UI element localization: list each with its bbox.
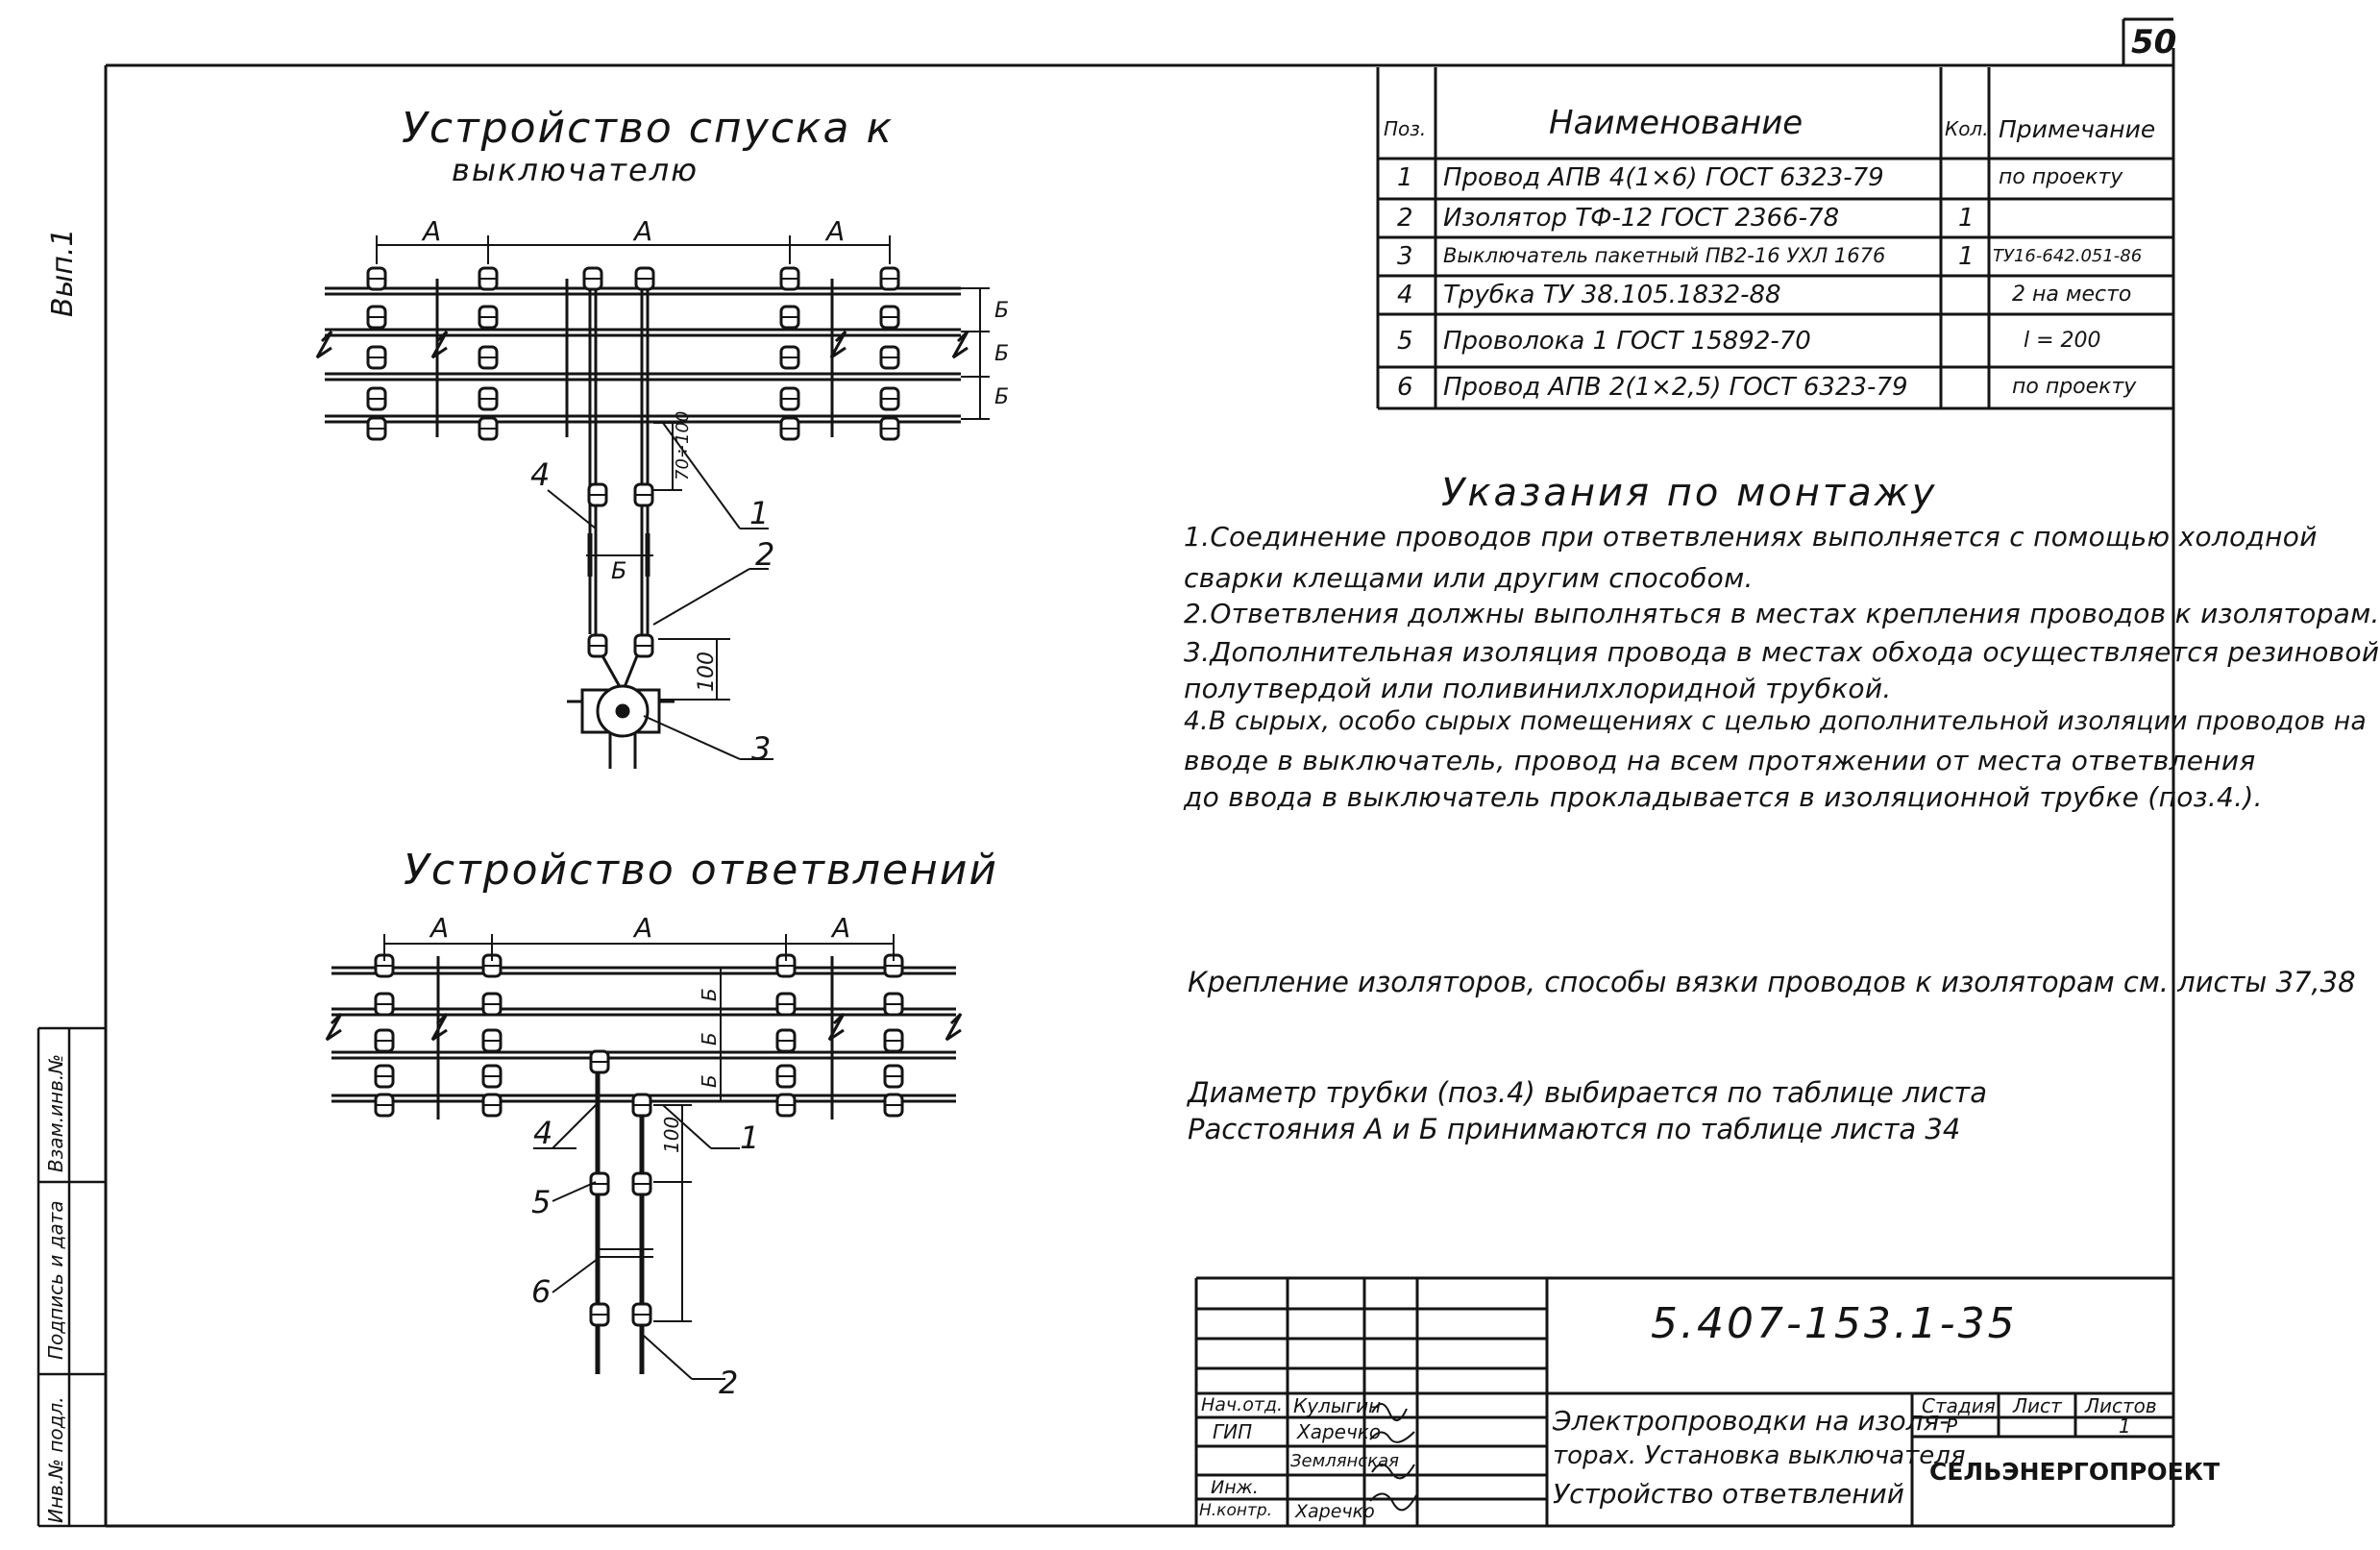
drawing2-title: Устройство ответвлений: [404, 846, 999, 895]
name-2: Харечко: [1297, 1420, 1382, 1443]
note-line-2: сварки клещами или другим способом.: [1184, 562, 1754, 594]
ref-note-2: Диаметр трубки (поз.4) выбирается по таблице листа: [1188, 1076, 1987, 1109]
spec-row-5-name: Проволока 1 ГОСТ 15892-70: [1443, 327, 1811, 356]
drawing2-dim-b-3: Б: [698, 1074, 721, 1088]
drawing2-insulators: [376, 955, 902, 1325]
spec-row-5-pos: 5: [1397, 327, 1413, 356]
drawing2-dim-100: 100: [660, 1116, 683, 1153]
drawing1-dim-100: 100: [695, 652, 719, 692]
drawing2-dim-a-mid: А: [634, 912, 653, 944]
spec-table: [1378, 67, 2181, 404]
spec-header-name: Наименование: [1549, 104, 1803, 142]
drawing1-dim-a-mid: А: [634, 215, 653, 247]
spec-row-6-note: по проекту: [2012, 375, 2137, 399]
spec-row-1-note: по проекту: [1999, 165, 2123, 189]
ref-note-3: Расстояния А и Б принимаются по таблице листа 34: [1188, 1113, 1961, 1145]
spec-row-3-qty: 1: [1958, 242, 1975, 271]
drawing2-pos-5: 5: [531, 1184, 552, 1220]
drawing1-title: Устройство спуска к: [402, 104, 895, 153]
drawing1-dim-70-100: 70÷100: [673, 410, 693, 480]
spec-header-qty: Кол.: [1945, 117, 1989, 140]
spec-row-3-note: ТУ16-642.051-86: [1993, 246, 2143, 266]
name-1: Кулыгин: [1293, 1394, 1382, 1417]
desc-line-3: Устройство ответвлений: [1553, 1478, 1904, 1510]
note-line-4: 3.Дополнительная изоляция провода в местах обхода осуществляется резиновой: [1184, 636, 2380, 668]
drawing2-dim-b-2: Б: [698, 1032, 721, 1046]
spec-header-pos: Поз.: [1384, 117, 1427, 140]
drawing1-pos-4: 4: [530, 456, 551, 493]
drawing1-pos-2: 2: [755, 536, 775, 573]
drawing2-pos-2: 2: [719, 1365, 739, 1401]
drawing1-subtitle: выключателю: [452, 152, 699, 188]
drawing1-dim-a-right: А: [826, 215, 846, 247]
spec-row-2-pos: 2: [1397, 204, 1413, 233]
note-line-5: полутвердой или поливинилхлоридной трубкой.: [1184, 673, 1892, 704]
drawing1-dim-b-2: Б: [994, 342, 1010, 366]
spec-row-1-pos: 1: [1397, 163, 1413, 192]
drawing1-dim-a-left: А: [423, 215, 442, 247]
drawing1-pos-1: 1: [749, 495, 770, 531]
drawing2-pos-4: 4: [533, 1115, 553, 1151]
drawing2-dim-b-1: Б: [698, 988, 721, 1001]
spec-row-5-note: l = 200: [2024, 329, 2101, 353]
side-inv-podl: Инв.№ подл.: [44, 1396, 67, 1523]
spec-row-6-pos: 6: [1397, 373, 1413, 402]
organization: СЕЛЬЭНЕРГОПРОЕКТ: [1929, 1458, 2221, 1486]
role-3: Инж.: [1211, 1477, 1259, 1498]
notes-title: Указания по монтажу: [1441, 471, 1938, 515]
role-4: Н.контр.: [1199, 1501, 1273, 1520]
spec-row-3-pos: 3: [1397, 242, 1413, 271]
spec-row-1-name: Провод АПВ 4(1×6) ГОСТ 6323-79: [1443, 163, 1884, 192]
issue-label: Вып.1: [46, 228, 80, 317]
stage-value: Р: [1946, 1415, 1958, 1438]
drawing1-dim-b-mid: Б: [611, 557, 627, 584]
side-podpis-data: Подпись и дата: [44, 1200, 67, 1360]
drawing2-pos-6: 6: [531, 1273, 552, 1310]
spec-row-3-name: Выключатель пакетный ПВ2-16 УХЛ 1676: [1443, 244, 1886, 267]
drawing2-pos-1: 1: [740, 1119, 760, 1156]
sheet-label: Лист: [2013, 1394, 2062, 1417]
drawing1-dim-b-1: Б: [994, 299, 1010, 323]
spec-row-4-note: 2 на место: [2012, 283, 2132, 307]
drawing1-pos-3: 3: [751, 730, 772, 767]
drawing2-dim-a-right: А: [832, 912, 851, 944]
drawing2-dim-a-left: А: [430, 912, 450, 944]
note-line-1: 1.Соединение проводов при ответвлениях выполняется с помощью холодной: [1184, 521, 2318, 553]
signatures: [1364, 1393, 1422, 1526]
spec-row-4-pos: 4: [1397, 281, 1413, 309]
desc-line-2: торах. Установка выключателя: [1553, 1441, 1966, 1470]
spec-header-note: Примечание: [1999, 115, 2156, 143]
switch-symbol: [567, 686, 675, 769]
doc-code: 5.407-153.1-35: [1651, 1299, 2018, 1348]
side-vzam-inv: Взам.инв.№: [44, 1053, 67, 1172]
name-3: Землянская: [1290, 1451, 1399, 1471]
note-line-6: 4.В сырых, особо сырых помещениях с целью дополнительной изоляции проводов на: [1184, 706, 2368, 736]
desc-line-1: Электропроводки на изоля-: [1553, 1405, 1950, 1437]
ref-note-1: Крепление изоляторов, способы вязки проводов к изоляторам см. листы 37,38: [1188, 966, 2356, 998]
role-2: ГИП: [1213, 1420, 1253, 1443]
spec-row-6-name: Провод АПВ 2(1×2,5) ГОСТ 6323-79: [1443, 373, 1908, 402]
spec-row-2-qty: 1: [1958, 204, 1975, 233]
spec-row-4-name: Трубка ТУ 38.105.1832-88: [1443, 281, 1781, 309]
spec-row-2-name: Изолятор ТФ-12 ГОСТ 2366-78: [1443, 204, 1840, 233]
drawing1-insulators: [368, 268, 898, 656]
note-line-7: вводе в выключатель, провод на всем протяжении от места ответвления: [1184, 745, 2256, 776]
sheets-value: 1: [2119, 1415, 2131, 1438]
role-1: Нач.отд.: [1201, 1394, 1284, 1415]
note-line-3: 2.Ответвления должны выполняться в местах крепления проводов к изоляторам.: [1184, 598, 2380, 629]
stage-label: Стадия: [1922, 1394, 1996, 1417]
note-line-8: до ввода в выключатель прокладывается в изоляционной трубке (поз.4.).: [1184, 781, 2263, 813]
drawing1-dim-b-3: Б: [994, 385, 1010, 409]
sheets-label: Листов: [2085, 1394, 2157, 1417]
sheet-number: 50: [2131, 23, 2177, 62]
name-4: Харечко: [1295, 1501, 1375, 1522]
